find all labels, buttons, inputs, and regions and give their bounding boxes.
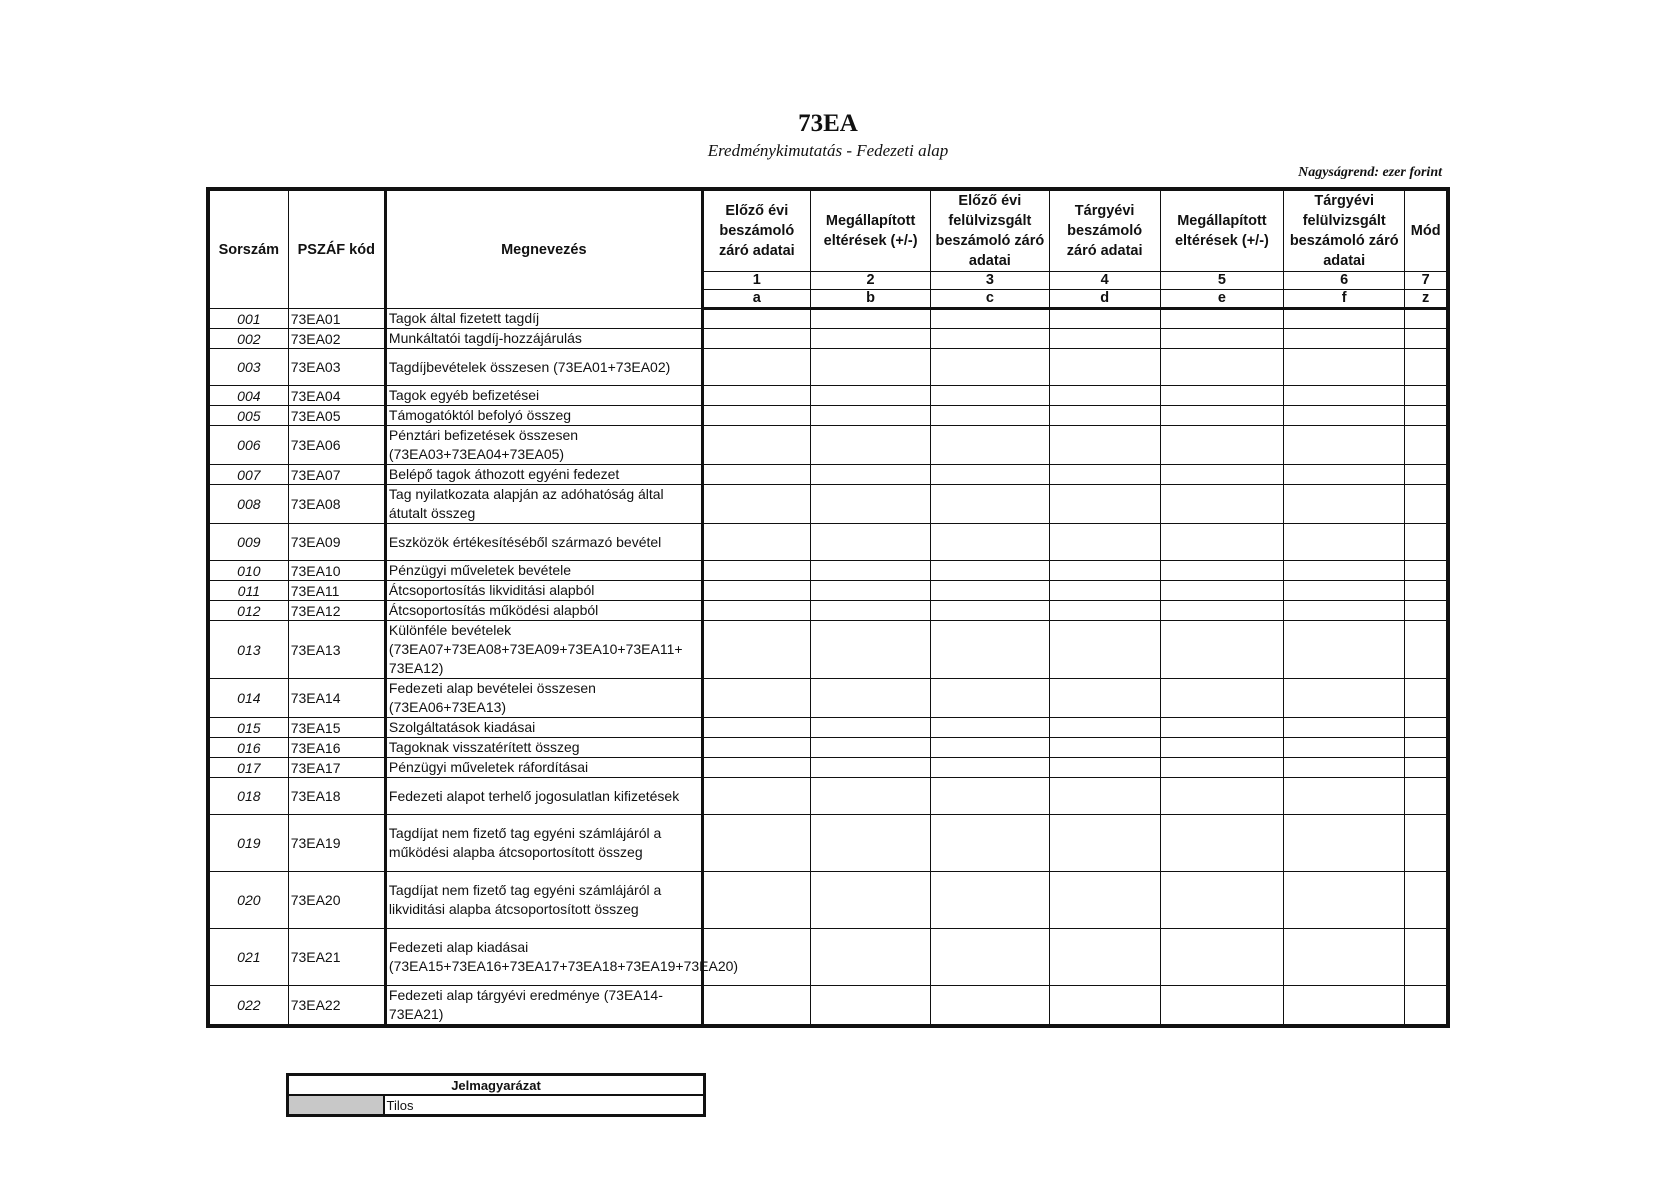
value-cell-a[interactable] [702, 329, 810, 349]
row-sorszam: 010 [208, 561, 288, 581]
row-megnevezes: Pénztári befizetések összesen (73EA03+73EA04+73EA05) [385, 426, 702, 465]
row-megnevezes: Fedezeti alap kiadásai (73EA15+73EA16+73EA17+73EA18+73EA19+73EA20) [385, 929, 702, 986]
value-cell-e[interactable] [1160, 329, 1283, 349]
value-cell-a[interactable] [702, 815, 810, 872]
value-cell-a[interactable] [702, 485, 810, 524]
col-num-7: 7 [1405, 272, 1448, 290]
value-cell-d[interactable] [1049, 561, 1160, 581]
value-cell-z[interactable] [1405, 349, 1448, 386]
income-statement-table [206, 187, 1450, 1028]
col-letter-d: d [1049, 290, 1160, 309]
row-pszaf-kod: 73EA08 [288, 485, 385, 524]
table-row [208, 758, 1448, 778]
value-cell-c[interactable] [931, 524, 1049, 561]
value-cell-b[interactable] [810, 986, 930, 1027]
legend [286, 1073, 706, 1117]
value-cell-f[interactable] [1284, 386, 1405, 406]
row-sorszam: 005 [208, 406, 288, 426]
table-row [208, 601, 1448, 621]
value-cell-c[interactable] [931, 815, 1049, 872]
value-cell-d[interactable] [1049, 929, 1160, 986]
row-pszaf-kod: 73EA16 [288, 738, 385, 758]
table-row [208, 465, 1448, 485]
value-cell-d[interactable] [1049, 309, 1160, 329]
value-cell-d[interactable] [1049, 465, 1160, 485]
value-cell-d[interactable] [1049, 872, 1160, 929]
value-cell-b[interactable] [810, 309, 930, 329]
row-megnevezes: Különféle bevételek (73EA07+73EA08+73EA09+73EA10+73EA11+ 73EA12) [385, 621, 702, 679]
col-header-7: Mód [1405, 189, 1448, 272]
row-sorszam: 003 [208, 349, 288, 386]
value-cell-d[interactable] [1049, 524, 1160, 561]
value-cell-a[interactable] [702, 986, 810, 1027]
value-cell-d[interactable] [1049, 406, 1160, 426]
value-cell-c[interactable] [931, 386, 1049, 406]
value-cell-a[interactable] [702, 406, 810, 426]
value-cell-z[interactable] [1405, 329, 1448, 349]
value-cell-b[interactable] [810, 485, 930, 524]
value-cell-c[interactable] [931, 406, 1049, 426]
row-sorszam: 014 [208, 679, 288, 718]
value-cell-b[interactable] [810, 601, 930, 621]
value-cell-f[interactable] [1284, 718, 1405, 738]
value-cell-a[interactable] [702, 309, 810, 329]
row-pszaf-kod: 73EA01 [288, 309, 385, 329]
value-cell-e[interactable] [1160, 738, 1283, 758]
value-cell-f[interactable] [1284, 406, 1405, 426]
row-sorszam: 006 [208, 426, 288, 465]
value-cell-d[interactable] [1049, 986, 1160, 1027]
value-cell-f[interactable] [1284, 309, 1405, 329]
value-cell-f[interactable] [1284, 524, 1405, 561]
row-pszaf-kod: 73EA20 [288, 872, 385, 929]
value-cell-c[interactable] [931, 329, 1049, 349]
value-cell-f[interactable] [1284, 561, 1405, 581]
col-num-2: 2 [810, 272, 930, 290]
value-cell-e[interactable] [1160, 426, 1283, 465]
value-cell-f[interactable] [1284, 581, 1405, 601]
value-cell-f[interactable] [1284, 426, 1405, 465]
value-cell-d[interactable] [1049, 349, 1160, 386]
value-cell-z[interactable] [1405, 778, 1448, 815]
value-cell-b[interactable] [810, 561, 930, 581]
value-cell-e[interactable] [1160, 465, 1283, 485]
value-cell-e[interactable] [1160, 386, 1283, 406]
form-title: 73EA [798, 110, 858, 137]
col-num-3: 3 [931, 272, 1049, 290]
col-header-3: Előző évi felülvizsgált beszámoló záró adatai [931, 189, 1049, 272]
table-row [208, 778, 1448, 815]
value-cell-b[interactable] [810, 386, 930, 406]
value-cell-b[interactable] [810, 778, 930, 815]
row-pszaf-kod: 73EA13 [288, 621, 385, 679]
table-row [208, 561, 1448, 581]
value-cell-e[interactable] [1160, 929, 1283, 986]
row-megnevezes: Tagdíjbevételek összesen (73EA01+73EA02) [385, 349, 702, 386]
value-cell-d[interactable] [1049, 738, 1160, 758]
col-num-6: 6 [1284, 272, 1405, 290]
row-sorszam: 011 [208, 581, 288, 601]
table-row [208, 309, 1448, 329]
value-cell-d[interactable] [1049, 679, 1160, 718]
row-sorszam: 008 [208, 485, 288, 524]
value-cell-a[interactable] [702, 465, 810, 485]
row-megnevezes: Tagok egyéb befizetései [385, 386, 702, 406]
value-cell-b[interactable] [810, 621, 930, 679]
value-cell-b[interactable] [810, 679, 930, 718]
value-cell-e[interactable] [1160, 621, 1283, 679]
row-pszaf-kod: 73EA22 [288, 986, 385, 1027]
value-cell-b[interactable] [810, 349, 930, 386]
row-sorszam: 002 [208, 329, 288, 349]
row-pszaf-kod: 73EA17 [288, 758, 385, 778]
value-cell-c[interactable] [931, 758, 1049, 778]
value-cell-z[interactable] [1405, 758, 1448, 778]
row-megnevezes: Munkáltatói tagdíj-hozzájárulás [385, 329, 702, 349]
row-sorszam: 012 [208, 601, 288, 621]
value-cell-e[interactable] [1160, 406, 1283, 426]
value-cell-a[interactable] [702, 601, 810, 621]
row-sorszam: 021 [208, 929, 288, 986]
value-cell-c[interactable] [931, 929, 1049, 986]
row-pszaf-kod: 73EA12 [288, 601, 385, 621]
value-cell-d[interactable] [1049, 621, 1160, 679]
table-row [208, 406, 1448, 426]
value-cell-f[interactable] [1284, 872, 1405, 929]
col-letter-a: a [702, 290, 810, 309]
value-cell-c[interactable] [931, 679, 1049, 718]
row-sorszam: 017 [208, 758, 288, 778]
table-row [208, 718, 1448, 738]
row-megnevezes: Belépő tagok áthozott egyéni fedezet [385, 465, 702, 485]
value-cell-f[interactable] [1284, 679, 1405, 718]
col-num-1: 1 [702, 272, 810, 290]
value-cell-a[interactable] [702, 758, 810, 778]
value-cell-c[interactable] [931, 349, 1049, 386]
value-cell-a[interactable] [702, 349, 810, 386]
value-cell-e[interactable] [1160, 601, 1283, 621]
row-sorszam: 018 [208, 778, 288, 815]
value-cell-d[interactable] [1049, 426, 1160, 465]
value-cell-z[interactable] [1405, 406, 1448, 426]
value-cell-z[interactable] [1405, 465, 1448, 485]
value-cell-e[interactable] [1160, 986, 1283, 1027]
table-row [208, 426, 1448, 465]
value-cell-b[interactable] [810, 581, 930, 601]
value-cell-a[interactable] [702, 929, 810, 986]
row-megnevezes: Támogatóktól befolyó összeg [385, 406, 702, 426]
value-cell-c[interactable] [931, 986, 1049, 1027]
value-cell-z[interactable] [1405, 986, 1448, 1027]
value-cell-f[interactable] [1284, 986, 1405, 1027]
value-cell-e[interactable] [1160, 718, 1283, 738]
table-row [208, 679, 1448, 718]
table-body [208, 309, 1448, 1027]
legend-swatch [288, 1095, 384, 1116]
value-cell-z[interactable] [1405, 738, 1448, 758]
table-row [208, 349, 1448, 386]
value-cell-b[interactable] [810, 718, 930, 738]
row-megnevezes: Átcsoportosítás likviditási alapból [385, 581, 702, 601]
row-sorszam: 019 [208, 815, 288, 872]
col-header-2: Megállapított eltérések (+/-) [810, 189, 930, 272]
value-cell-c[interactable] [931, 581, 1049, 601]
value-cell-a[interactable] [702, 621, 810, 679]
value-cell-e[interactable] [1160, 349, 1283, 386]
value-cell-a[interactable] [702, 679, 810, 718]
row-megnevezes: Szolgáltatások kiadásai [385, 718, 702, 738]
row-sorszam: 009 [208, 524, 288, 561]
col-letter-f: f [1284, 290, 1405, 309]
value-cell-f[interactable] [1284, 329, 1405, 349]
table-row [208, 738, 1448, 758]
value-cell-e[interactable] [1160, 309, 1283, 329]
value-cell-z[interactable] [1405, 524, 1448, 561]
value-cell-z[interactable] [1405, 581, 1448, 601]
value-cell-c[interactable] [931, 601, 1049, 621]
value-cell-d[interactable] [1049, 485, 1160, 524]
col-num-4: 4 [1049, 272, 1160, 290]
value-cell-z[interactable] [1405, 929, 1448, 986]
value-cell-d[interactable] [1049, 758, 1160, 778]
row-sorszam: 013 [208, 621, 288, 679]
value-cell-a[interactable] [702, 738, 810, 758]
row-pszaf-kod: 73EA09 [288, 524, 385, 561]
value-cell-d[interactable] [1049, 601, 1160, 621]
table-row [208, 581, 1448, 601]
table-row [208, 621, 1448, 679]
value-cell-c[interactable] [931, 621, 1049, 679]
col-header-megnevezes: Megnevezés [385, 189, 702, 309]
row-megnevezes: Fedezeti alapot terhelő jogosulatlan kifizetések [385, 778, 702, 815]
value-cell-b[interactable] [810, 738, 930, 758]
row-pszaf-kod: 73EA03 [288, 349, 385, 386]
value-cell-f[interactable] [1284, 621, 1405, 679]
value-cell-c[interactable] [931, 872, 1049, 929]
value-cell-f[interactable] [1284, 349, 1405, 386]
col-header-sorszam: Sorszám [208, 189, 288, 309]
row-megnevezes: Átcsoportosítás működési alapból [385, 601, 702, 621]
value-cell-a[interactable] [702, 718, 810, 738]
value-cell-c[interactable] [931, 561, 1049, 581]
row-megnevezes: Tagdíjat nem fizető tag egyéni számlájáról a likviditási alapba átcsoportosított összeg [385, 872, 702, 929]
value-cell-z[interactable] [1405, 815, 1448, 872]
row-megnevezes: Pénzügyi műveletek ráfordításai [385, 758, 702, 778]
row-pszaf-kod: 73EA11 [288, 581, 385, 601]
table-row [208, 929, 1448, 986]
value-cell-z[interactable] [1405, 621, 1448, 679]
value-cell-c[interactable] [931, 718, 1049, 738]
row-pszaf-kod: 73EA05 [288, 406, 385, 426]
col-header-6: Tárgyévi felülvizsgált beszámoló záró adatai [1284, 189, 1405, 272]
value-cell-c[interactable] [931, 738, 1049, 758]
value-cell-a[interactable] [702, 778, 810, 815]
table-row [208, 386, 1448, 406]
value-cell-d[interactable] [1049, 581, 1160, 601]
value-cell-a[interactable] [702, 524, 810, 561]
value-cell-b[interactable] [810, 329, 930, 349]
value-cell-f[interactable] [1284, 815, 1405, 872]
value-cell-b[interactable] [810, 524, 930, 561]
value-cell-b[interactable] [810, 406, 930, 426]
row-sorszam: 020 [208, 872, 288, 929]
value-cell-b[interactable] [810, 929, 930, 986]
value-cell-b[interactable] [810, 758, 930, 778]
row-pszaf-kod: 73EA21 [288, 929, 385, 986]
value-cell-c[interactable] [931, 309, 1049, 329]
legend-title: Jelmagyarázat [288, 1075, 705, 1096]
value-cell-c[interactable] [931, 465, 1049, 485]
form-subtitle: Eredménykimutatás - Fedezeti alap [707, 141, 949, 160]
value-cell-e[interactable] [1160, 758, 1283, 778]
value-cell-f[interactable] [1284, 601, 1405, 621]
value-cell-e[interactable] [1160, 679, 1283, 718]
value-cell-d[interactable] [1049, 815, 1160, 872]
value-cell-a[interactable] [702, 426, 810, 465]
value-cell-z[interactable] [1405, 386, 1448, 406]
value-cell-f[interactable] [1284, 738, 1405, 758]
row-sorszam: 004 [208, 386, 288, 406]
value-cell-b[interactable] [810, 426, 930, 465]
col-header-kod: PSZÁF kód [288, 189, 385, 309]
value-cell-c[interactable] [931, 778, 1049, 815]
col-header-1: Előző évi beszámoló záró adatai [702, 189, 810, 272]
value-cell-e[interactable] [1160, 561, 1283, 581]
value-cell-d[interactable] [1049, 718, 1160, 738]
row-sorszam: 016 [208, 738, 288, 758]
value-cell-z[interactable] [1405, 485, 1448, 524]
row-megnevezes: Fedezeti alap tárgyévi eredménye (73EA14-73EA21) [385, 986, 702, 1027]
row-megnevezes: Pénzügyi műveletek bevétele [385, 561, 702, 581]
table-row [208, 986, 1448, 1027]
row-pszaf-kod: 73EA07 [288, 465, 385, 485]
row-pszaf-kod: 73EA04 [288, 386, 385, 406]
table-row [208, 524, 1448, 561]
value-cell-e[interactable] [1160, 581, 1283, 601]
col-letter-e: e [1160, 290, 1283, 309]
value-cell-b[interactable] [810, 872, 930, 929]
table-row [208, 485, 1448, 524]
value-cell-z[interactable] [1405, 872, 1448, 929]
row-sorszam: 007 [208, 465, 288, 485]
value-cell-z[interactable] [1405, 679, 1448, 718]
value-cell-d[interactable] [1049, 778, 1160, 815]
legend-item-label: Tilos [384, 1095, 705, 1116]
col-letter-z: z [1405, 290, 1448, 309]
row-pszaf-kod: 73EA06 [288, 426, 385, 465]
row-pszaf-kod: 73EA15 [288, 718, 385, 738]
value-cell-z[interactable] [1405, 601, 1448, 621]
row-sorszam: 015 [208, 718, 288, 738]
row-pszaf-kod: 73EA10 [288, 561, 385, 581]
col-header-5: Megállapított eltérések (+/-) [1160, 189, 1283, 272]
row-sorszam: 001 [208, 309, 288, 329]
table-row [208, 872, 1448, 929]
row-megnevezes: Tagdíjat nem fizető tag egyéni számlájáról a működési alapba átcsoportosított összeg [385, 815, 702, 872]
value-cell-f[interactable] [1284, 929, 1405, 986]
value-cell-b[interactable] [810, 465, 930, 485]
value-cell-e[interactable] [1160, 524, 1283, 561]
value-cell-e[interactable] [1160, 485, 1283, 524]
value-cell-c[interactable] [931, 485, 1049, 524]
table-row [208, 815, 1448, 872]
row-pszaf-kod: 73EA19 [288, 815, 385, 872]
value-cell-z[interactable] [1405, 426, 1448, 465]
row-pszaf-kod: 73EA02 [288, 329, 385, 349]
value-cell-z[interactable] [1405, 718, 1448, 738]
value-cell-d[interactable] [1049, 386, 1160, 406]
row-megnevezes: Tagoknak visszatérített összeg [385, 738, 702, 758]
value-cell-f[interactable] [1284, 465, 1405, 485]
row-sorszam: 022 [208, 986, 288, 1027]
value-cell-a[interactable] [702, 872, 810, 929]
col-num-5: 5 [1160, 272, 1283, 290]
col-letter-b: b [810, 290, 930, 309]
row-megnevezes: Tag nyilatkozata alapján az adóhatóság által átutalt összeg [385, 485, 702, 524]
col-header-4: Tárgyévi beszámoló záró adatai [1049, 189, 1160, 272]
col-letter-c: c [931, 290, 1049, 309]
value-cell-f[interactable] [1284, 758, 1405, 778]
value-cell-d[interactable] [1049, 329, 1160, 349]
table-row [208, 329, 1448, 349]
value-cell-e[interactable] [1160, 815, 1283, 872]
row-pszaf-kod: 73EA18 [288, 778, 385, 815]
value-cell-z[interactable] [1405, 309, 1448, 329]
row-megnevezes: Tagok által fizetett tagdíj [385, 309, 702, 329]
row-pszaf-kod: 73EA14 [288, 679, 385, 718]
row-megnevezes: Eszközök értékesítéséből származó bevétel [385, 524, 702, 561]
unit-note: Nagyságrend: ezer forint [1298, 165, 1442, 180]
value-cell-a[interactable] [702, 386, 810, 406]
value-cell-e[interactable] [1160, 778, 1283, 815]
value-cell-z[interactable] [1405, 561, 1448, 581]
value-cell-f[interactable] [1284, 485, 1405, 524]
value-cell-a[interactable] [702, 581, 810, 601]
value-cell-f[interactable] [1284, 778, 1405, 815]
value-cell-c[interactable] [931, 426, 1049, 465]
value-cell-e[interactable] [1160, 872, 1283, 929]
row-megnevezes: Fedezeti alap bevételei összesen (73EA06+73EA13) [385, 679, 702, 718]
value-cell-b[interactable] [810, 815, 930, 872]
value-cell-a[interactable] [702, 561, 810, 581]
